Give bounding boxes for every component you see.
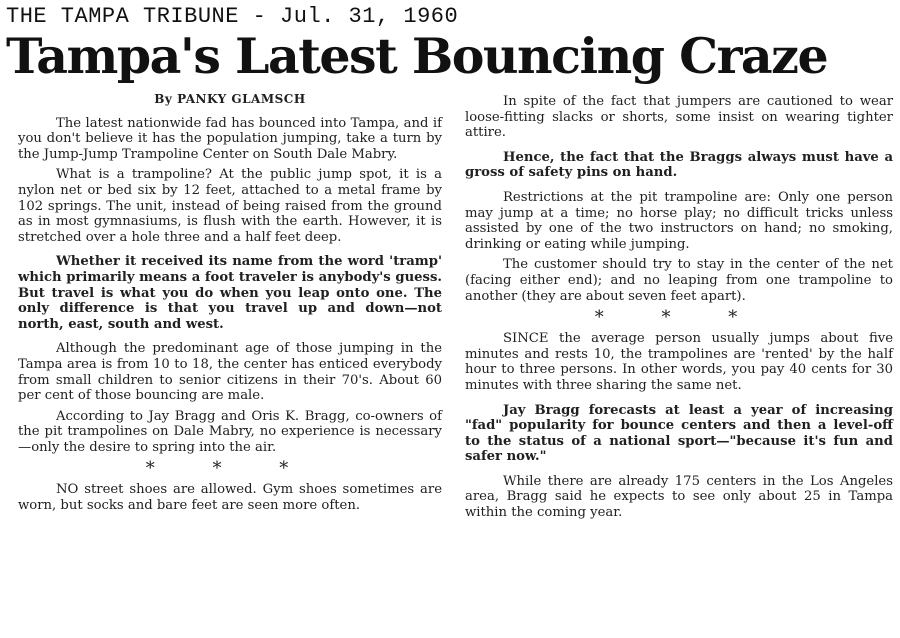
dateline: THE TAMPA TRIBUNE - Jul. 31, 1960 — [6, 4, 459, 29]
headline: Tampa's Latest Bouncing Craze — [6, 27, 828, 85]
paragraph-customer-rules: The customer should try to stay in the center of the net (facing either end); and no leaping from one trampoline to another (they are about seven feet apart). — [465, 257, 893, 304]
paragraph-owners: According to Jay Bragg and Oris K. Bragg, co-owners of the pit trampolines on Dale Mabry, no experience is necessary—only the desire to spring into the air. — [18, 408, 442, 455]
paragraph-shoes: NO street shoes are allowed. Gym shoes sometimes are worn, but socks and bare feet are seen more often. — [18, 482, 442, 514]
left-column — [18, 92, 442, 519]
paragraph-safety-pins: Hence, the fact that the Braggs always must have a gross of safety pins on hand. — [465, 149, 893, 181]
section-break-stars: * * * — [594, 307, 764, 329]
right-column — [465, 94, 893, 526]
paragraph-centers-count: While there are already 175 centers in the Los Angeles area, Bragg said he expects to see only about 25 in Tampa within the coming year. — [465, 473, 893, 521]
paragraph-what-is-trampoline: What is a trampoline? At the public jump spot, it is a nylon net or bed six by 12 feet, attached to a metal frame by 102 springs. The unit, instead of being raised from the ground as in most gymnasiums, is flush with the earth. However, it is stretched over a hole three and a half feet deep. — [18, 167, 442, 245]
paragraph-name-origin: Whether it received its name from the word 'tramp' which primarily means a foot traveler is anybody's guess. But travel is what you do when you leap onto one. The only difference is that you travel up and down—not north, east, south and west. — [18, 254, 442, 332]
paragraph-restrictions: Restrictions at the pit trampoline are: Only one person may jump at a time; no horse play; no difficult tricks unless assisted by one of the two instructors on hand; no smoking, drinking or eating while jumping. — [465, 189, 893, 252]
byline: By PANKY GLAMSCH — [154, 92, 306, 106]
paragraph-attire: In spite of the fact that jumpers are cautioned to wear loose-fitting slacks or shorts, some insist on wearing tighter attire. — [465, 94, 893, 141]
paragraph-intro: The latest nationwide fad has bounced into Tampa, and if you don't believe it has the population jumping, take a turn by the Jump-Jump Trampoline Center on South Dale Mabry. — [18, 115, 442, 162]
paragraph-forecast: Jay Bragg forecasts at least a year of increasing "fad" popularity for bounce centers and then a level-off to the status of a national sport—"because it's fun and safer now." — [465, 402, 893, 465]
paragraph-rental: SINCE the average person usually jumps about five minutes and rests 10, the trampolines are 'rented' by the half hour to three persons. In other words, you pay 40 cents for 30 minutes with three sharing the same net. — [465, 331, 893, 393]
paragraph-ages: Although the predominant age of those jumping in the Tampa area is from 10 to 18, the center has enticed everybody from small children to senior citizens in their 70's. About 60 per cent of those bouncing are male. — [18, 341, 442, 404]
section-break-stars: * * * — [145, 458, 315, 480]
